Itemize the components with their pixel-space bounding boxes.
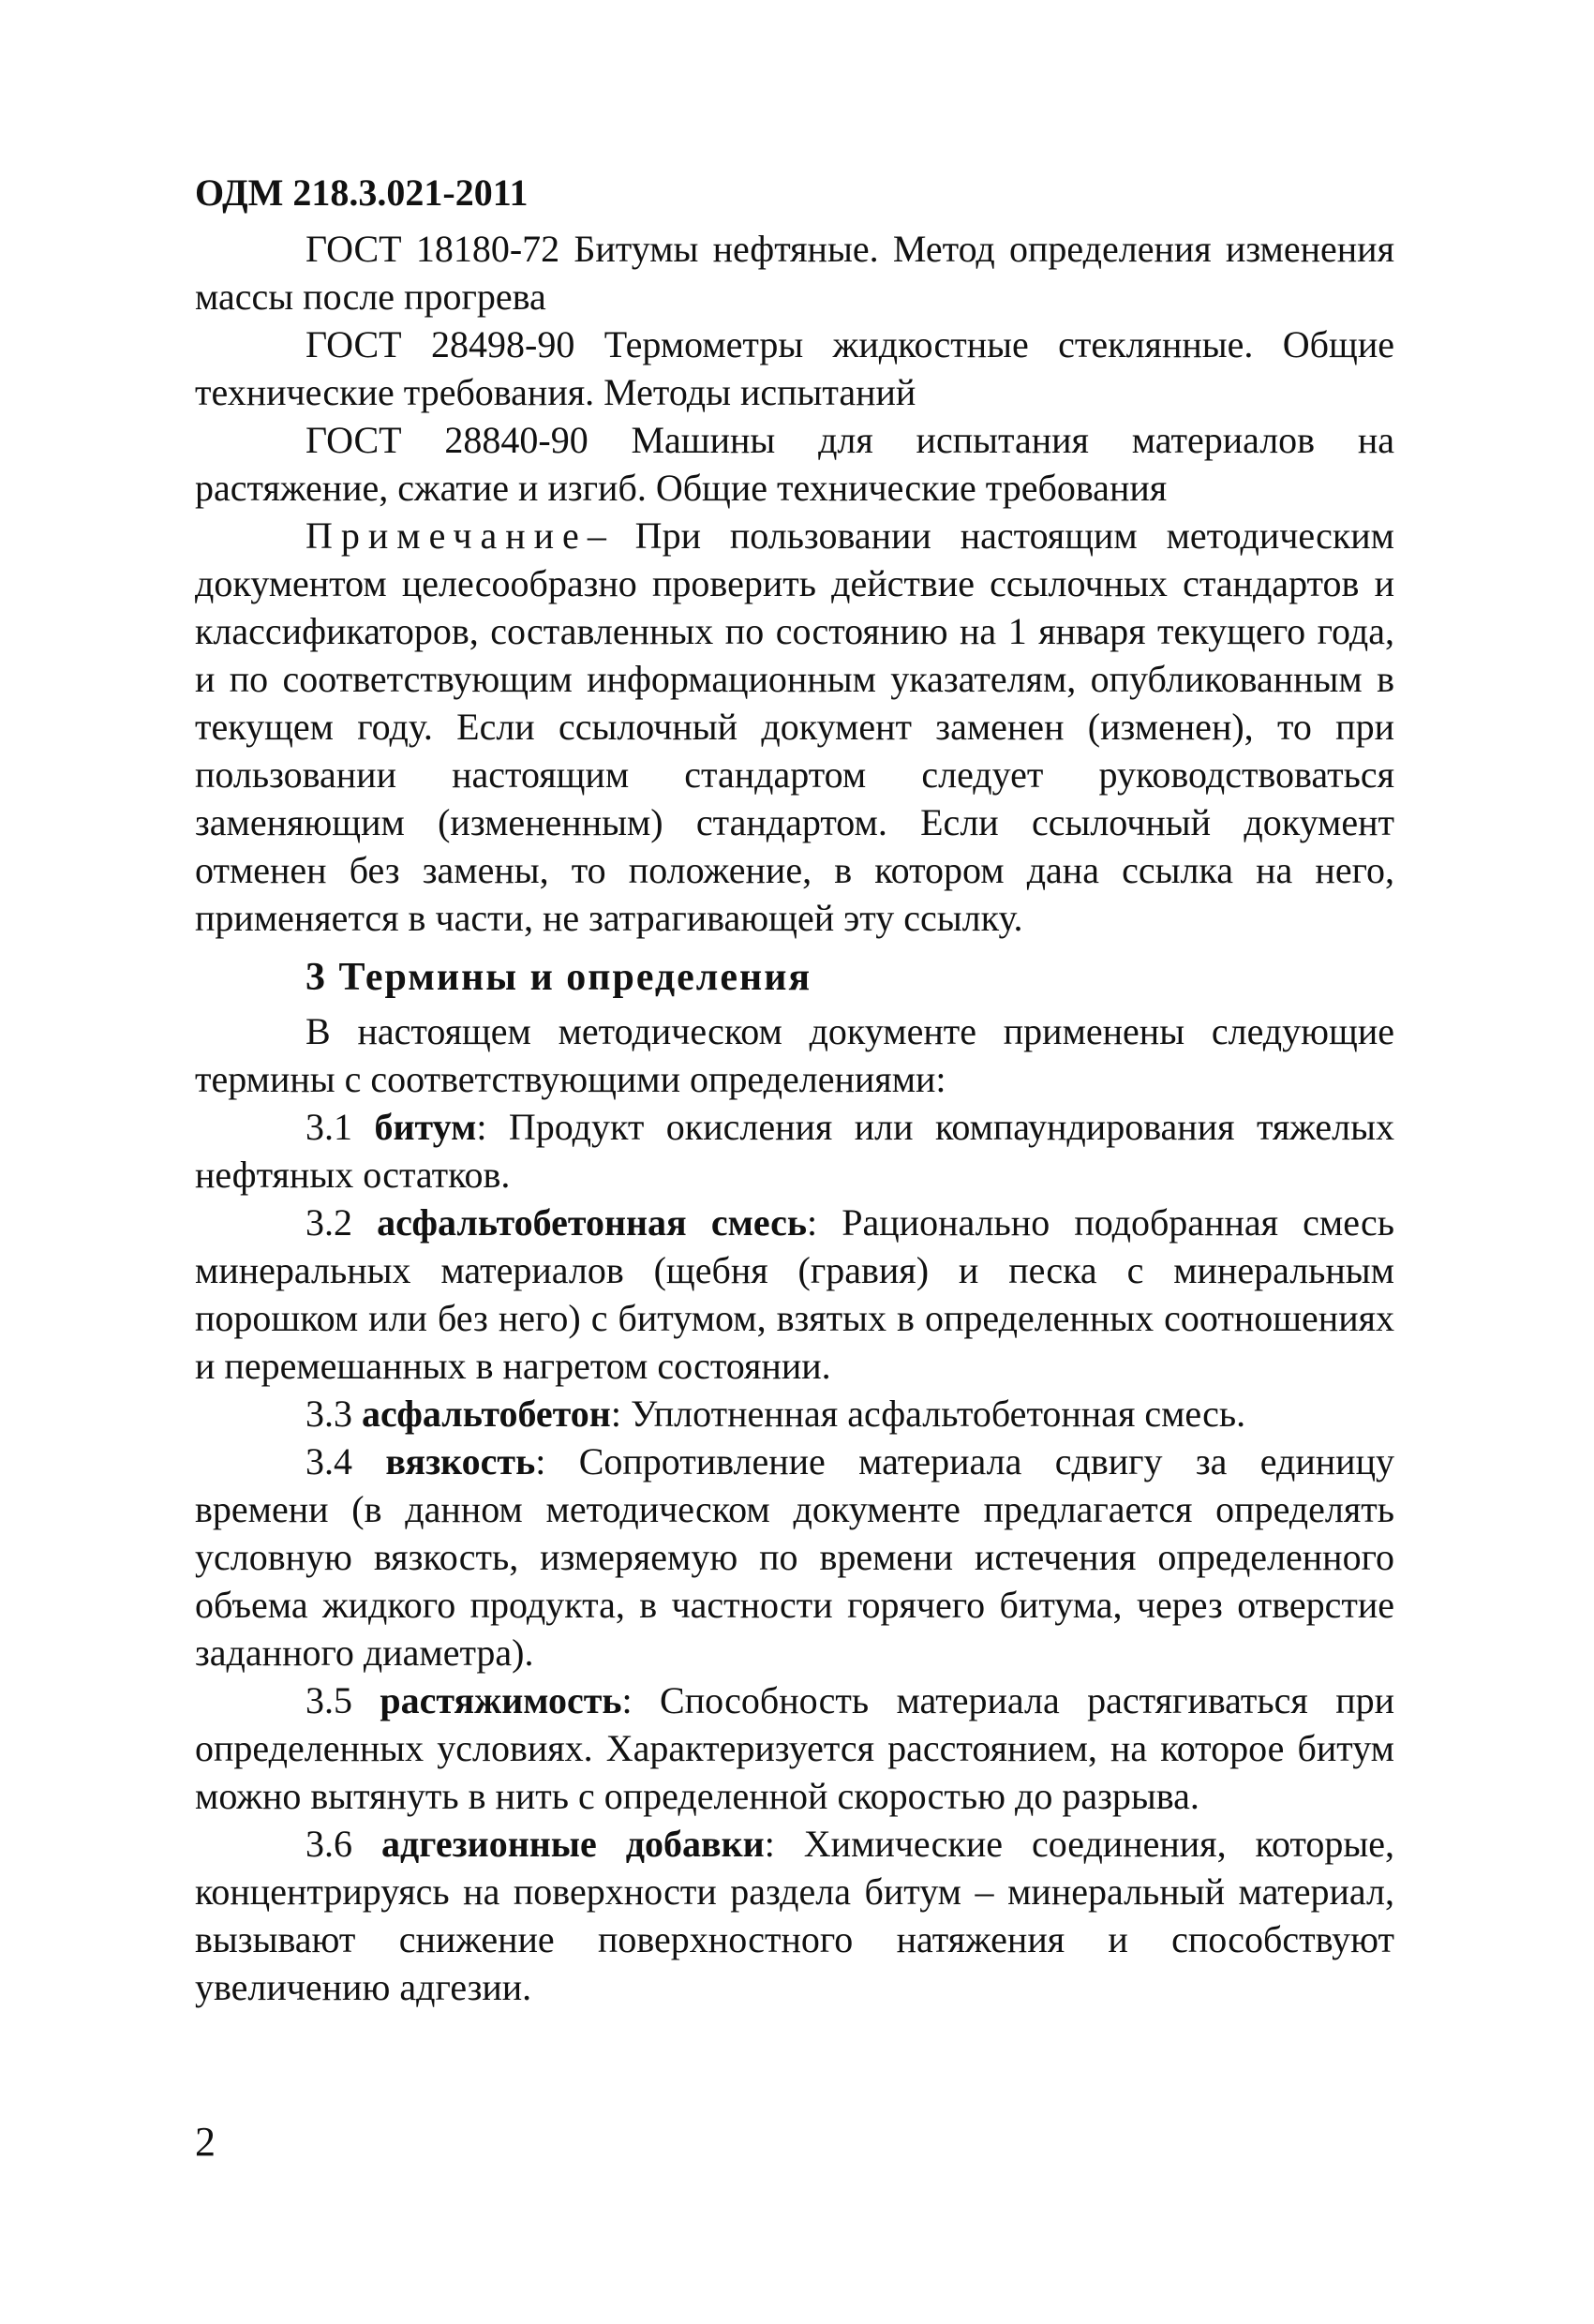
term-name: асфальтобетонная смесь	[377, 1201, 807, 1244]
term-number: 3.2	[305, 1201, 352, 1244]
reference-item: ГОСТ 18180-72 Битумы нефтяные. Метод определения изменения массы после прогрева	[195, 228, 1394, 318]
term-text: : Уплотненная асфальтобетонная смесь.	[610, 1393, 1246, 1435]
reference-item: ГОСТ 28840-90 Машины для испытания материалов на растяжение, сжатие и изгиб. Общие технические требования	[195, 419, 1394, 509]
note-text: – При пользовании настоящим методическим документом целесообразно проверить действие ссылочных стандартов и классификаторов, составленных по состоянию на 1 января текущего года, и по соответствующим информационным указателям, опубликованным в текущем году. Если ссылочный документ заменен (изменен), то при пользовании настоящим стандартом следует руководствоваться заменяющим (измененным) стандартом. Если ссылочный документ отменен без замены, то положение, в котором дана ссылка на него, применяется в части, не затрагивающей эту ссылку.	[195, 514, 1394, 939]
term-number: 3.6	[305, 1823, 352, 1865]
normative-references	[195, 225, 1394, 512]
term-text: : Химические соединения, которые, концентрируясь на поверхности раздела битум – минеральный материал, вызывают снижение поверхностного натяжения и способствуют увеличению адгезии.	[195, 1823, 1394, 2008]
term-name: растяжимость	[380, 1679, 622, 1721]
term-number: 3.3	[305, 1393, 352, 1435]
term-definition	[195, 1676, 1394, 1820]
section-intro: В настоящем методическом документе применены следующие термины с соответствующими определениями:	[195, 1010, 1394, 1100]
term-definition	[195, 1820, 1394, 2011]
note-paragraph	[195, 512, 1394, 942]
term-definition	[195, 1103, 1394, 1199]
term-name: адгезионные добавки	[380, 1823, 765, 1865]
page-number: 2	[195, 2119, 216, 2165]
reference-item: ГОСТ 28498-90 Термометры жидкостные стеклянные. Общие технические требования. Методы испытаний	[195, 323, 1394, 413]
note-label: Примечание	[305, 514, 588, 557]
term-number: 3.4	[305, 1440, 352, 1482]
term-definition	[195, 1438, 1394, 1676]
term-name: вязкость	[385, 1440, 536, 1482]
term-text: : Продукт окисления или компаундирования тяжелых нефтяных остатков.	[195, 1106, 1395, 1196]
term-text: : Сопротивление материала сдвигу за единицу времени (в данном методическом документе предлагается определять условную вязкость, измеряемую по времени истечения определенного объема жидкого продукта, в частности горячего битума, через отверстие заданного диаметра).	[195, 1440, 1394, 1674]
term-name: асфальтобетон	[362, 1393, 611, 1435]
term-number: 3.5	[305, 1679, 352, 1721]
term-number: 3.1	[305, 1106, 352, 1148]
term-text: : Рационально подобранная смесь минеральных материалов (щебня (гравия) и песка с минеральным порошком или без него) с битумом, взятых в определенных соотношениях и перемешанных в нагретом состоянии.	[195, 1201, 1394, 1387]
document-code: ОДМ 218.3.021-2011	[195, 171, 529, 214]
term-definition	[195, 1199, 1394, 1390]
document-page	[195, 169, 1394, 2011]
term-text: : Способность материала растягиваться при определенных условиях. Характеризуется расстоянием, на которое битум можно вытянуть в нить с определенной скоростью до разрыва.	[195, 1679, 1395, 1817]
term-name: битум	[374, 1106, 477, 1148]
term-definition	[195, 1390, 1394, 1438]
section-title: 3 Термины и определения	[305, 956, 812, 999]
